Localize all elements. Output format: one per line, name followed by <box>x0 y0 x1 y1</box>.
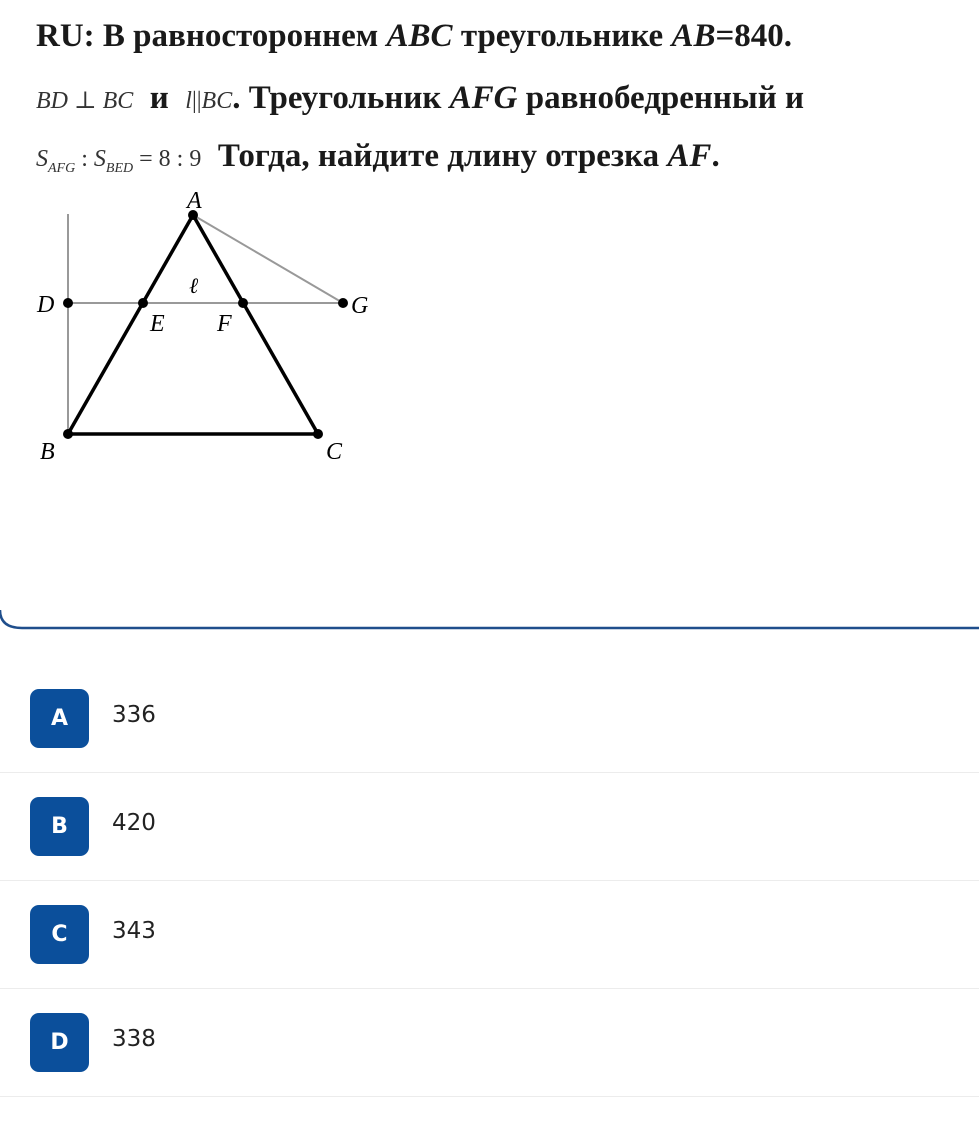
question-text-triangle: Треугольник <box>240 80 450 116</box>
period-end: . <box>711 138 720 174</box>
question-line-3 <box>36 138 720 177</box>
area-sub-afg: AFG <box>48 160 76 176</box>
answer-badge-c[interactable]: C <box>30 905 89 964</box>
conjunction-and: и <box>149 80 169 116</box>
answer-badge-b[interactable]: B <box>30 797 89 856</box>
perp-symbol: ⊥ <box>74 88 97 114</box>
label-b: B <box>40 439 55 465</box>
segment-ac-line <box>193 215 318 434</box>
segment-af: AF <box>667 138 712 174</box>
label-c: C <box>326 439 343 465</box>
point-b <box>63 429 73 439</box>
answer-value-a[interactable]: 336 <box>112 702 156 728</box>
question-prefix: RU: В равностороннем <box>36 18 387 54</box>
parallel-formula <box>185 88 232 114</box>
point-d <box>63 298 73 308</box>
answer-value-d[interactable]: 338 <box>112 1026 156 1052</box>
segment-ab-line <box>68 215 193 434</box>
triangle-name: ABC <box>386 18 453 54</box>
ratio-value: = 8 : 9 <box>139 146 202 172</box>
area-ratio-formula <box>36 146 202 176</box>
label-l: ℓ <box>189 273 199 298</box>
question-text-mid: треугольнике <box>452 18 672 54</box>
segment-ag-line <box>193 215 343 303</box>
point-g <box>338 298 348 308</box>
label-e: E <box>150 311 165 337</box>
question-line-1 <box>36 18 792 55</box>
question-line-2 <box>36 80 804 117</box>
label-d: D <box>37 292 55 318</box>
answer-option-c[interactable] <box>0 881 979 989</box>
point-e <box>138 298 148 308</box>
segment-bd: BD <box>36 88 68 114</box>
period: . <box>232 80 241 116</box>
side-ab-value: =840. <box>715 18 793 54</box>
label-a: A <box>187 188 202 214</box>
answer-option-a[interactable] <box>0 665 979 773</box>
perpendicular-formula <box>36 88 133 114</box>
parallel-symbol: || <box>191 88 202 114</box>
label-g: G <box>351 293 369 319</box>
area-symbol-2: S <box>93 146 106 172</box>
side-ab: AB <box>671 18 716 54</box>
answer-badge-a[interactable]: A <box>30 689 89 748</box>
answer-value-b[interactable]: 420 <box>112 810 156 836</box>
ratio-colon: : <box>81 146 88 172</box>
line-l: l <box>185 88 192 114</box>
label-f: F <box>217 311 232 337</box>
question-text-isosceles: равнобедренный и <box>517 80 804 116</box>
segment-bc-2: BC <box>201 88 233 114</box>
area-sub-bed: BED <box>105 160 134 176</box>
card-border <box>0 590 979 634</box>
answer-option-b[interactable] <box>0 773 979 881</box>
segment-bc: BC <box>102 88 134 114</box>
point-f <box>238 298 248 308</box>
triangle-figure <box>30 182 390 472</box>
answer-value-c[interactable]: 343 <box>112 918 156 944</box>
point-c <box>313 429 323 439</box>
answer-option-d[interactable] <box>0 989 979 1097</box>
answer-list <box>0 665 979 1097</box>
answer-badge-d[interactable]: D <box>30 1013 89 1072</box>
question-text-find: Тогда, найдите длину отрезка <box>217 138 668 174</box>
area-symbol-1: S <box>36 146 48 172</box>
triangle-afg: AFG <box>449 80 518 116</box>
